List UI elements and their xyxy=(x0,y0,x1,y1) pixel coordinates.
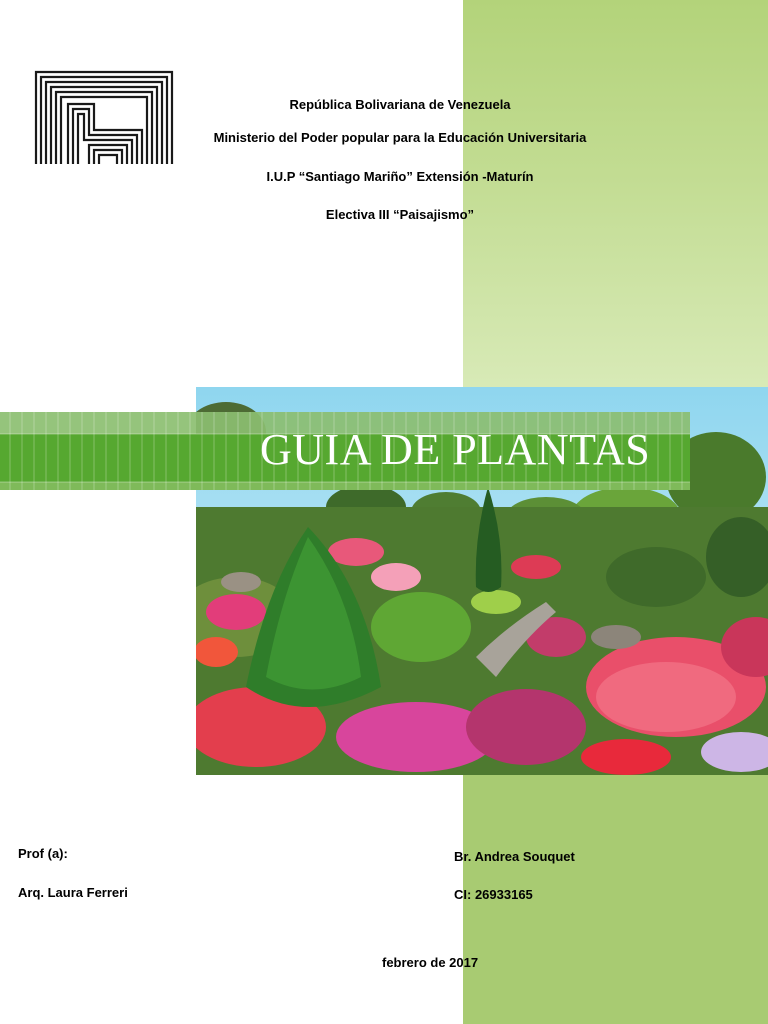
student-ci: CI: 26933165 xyxy=(454,887,533,902)
professor-name: Arq. Laura Ferreri xyxy=(18,885,128,900)
header-country: República Bolivariana de Venezuela xyxy=(289,97,511,112)
document-title: GUIA DE PLANTAS xyxy=(260,425,651,474)
professor-label: Prof (a): xyxy=(18,846,68,861)
header-ministry: Ministerio del Poder popular para la Educación Universitaria xyxy=(213,130,587,145)
header-course: Electiva III “Paisajismo” xyxy=(325,207,475,222)
header-institute: I.U.P “Santiago Mariño” Extensión -Maturín xyxy=(266,169,534,184)
university-logo xyxy=(34,70,174,166)
document-date: febrero de 2017 xyxy=(382,955,479,970)
green-panel-top xyxy=(463,0,768,388)
student-name: Br. Andrea Souquet xyxy=(454,849,575,864)
